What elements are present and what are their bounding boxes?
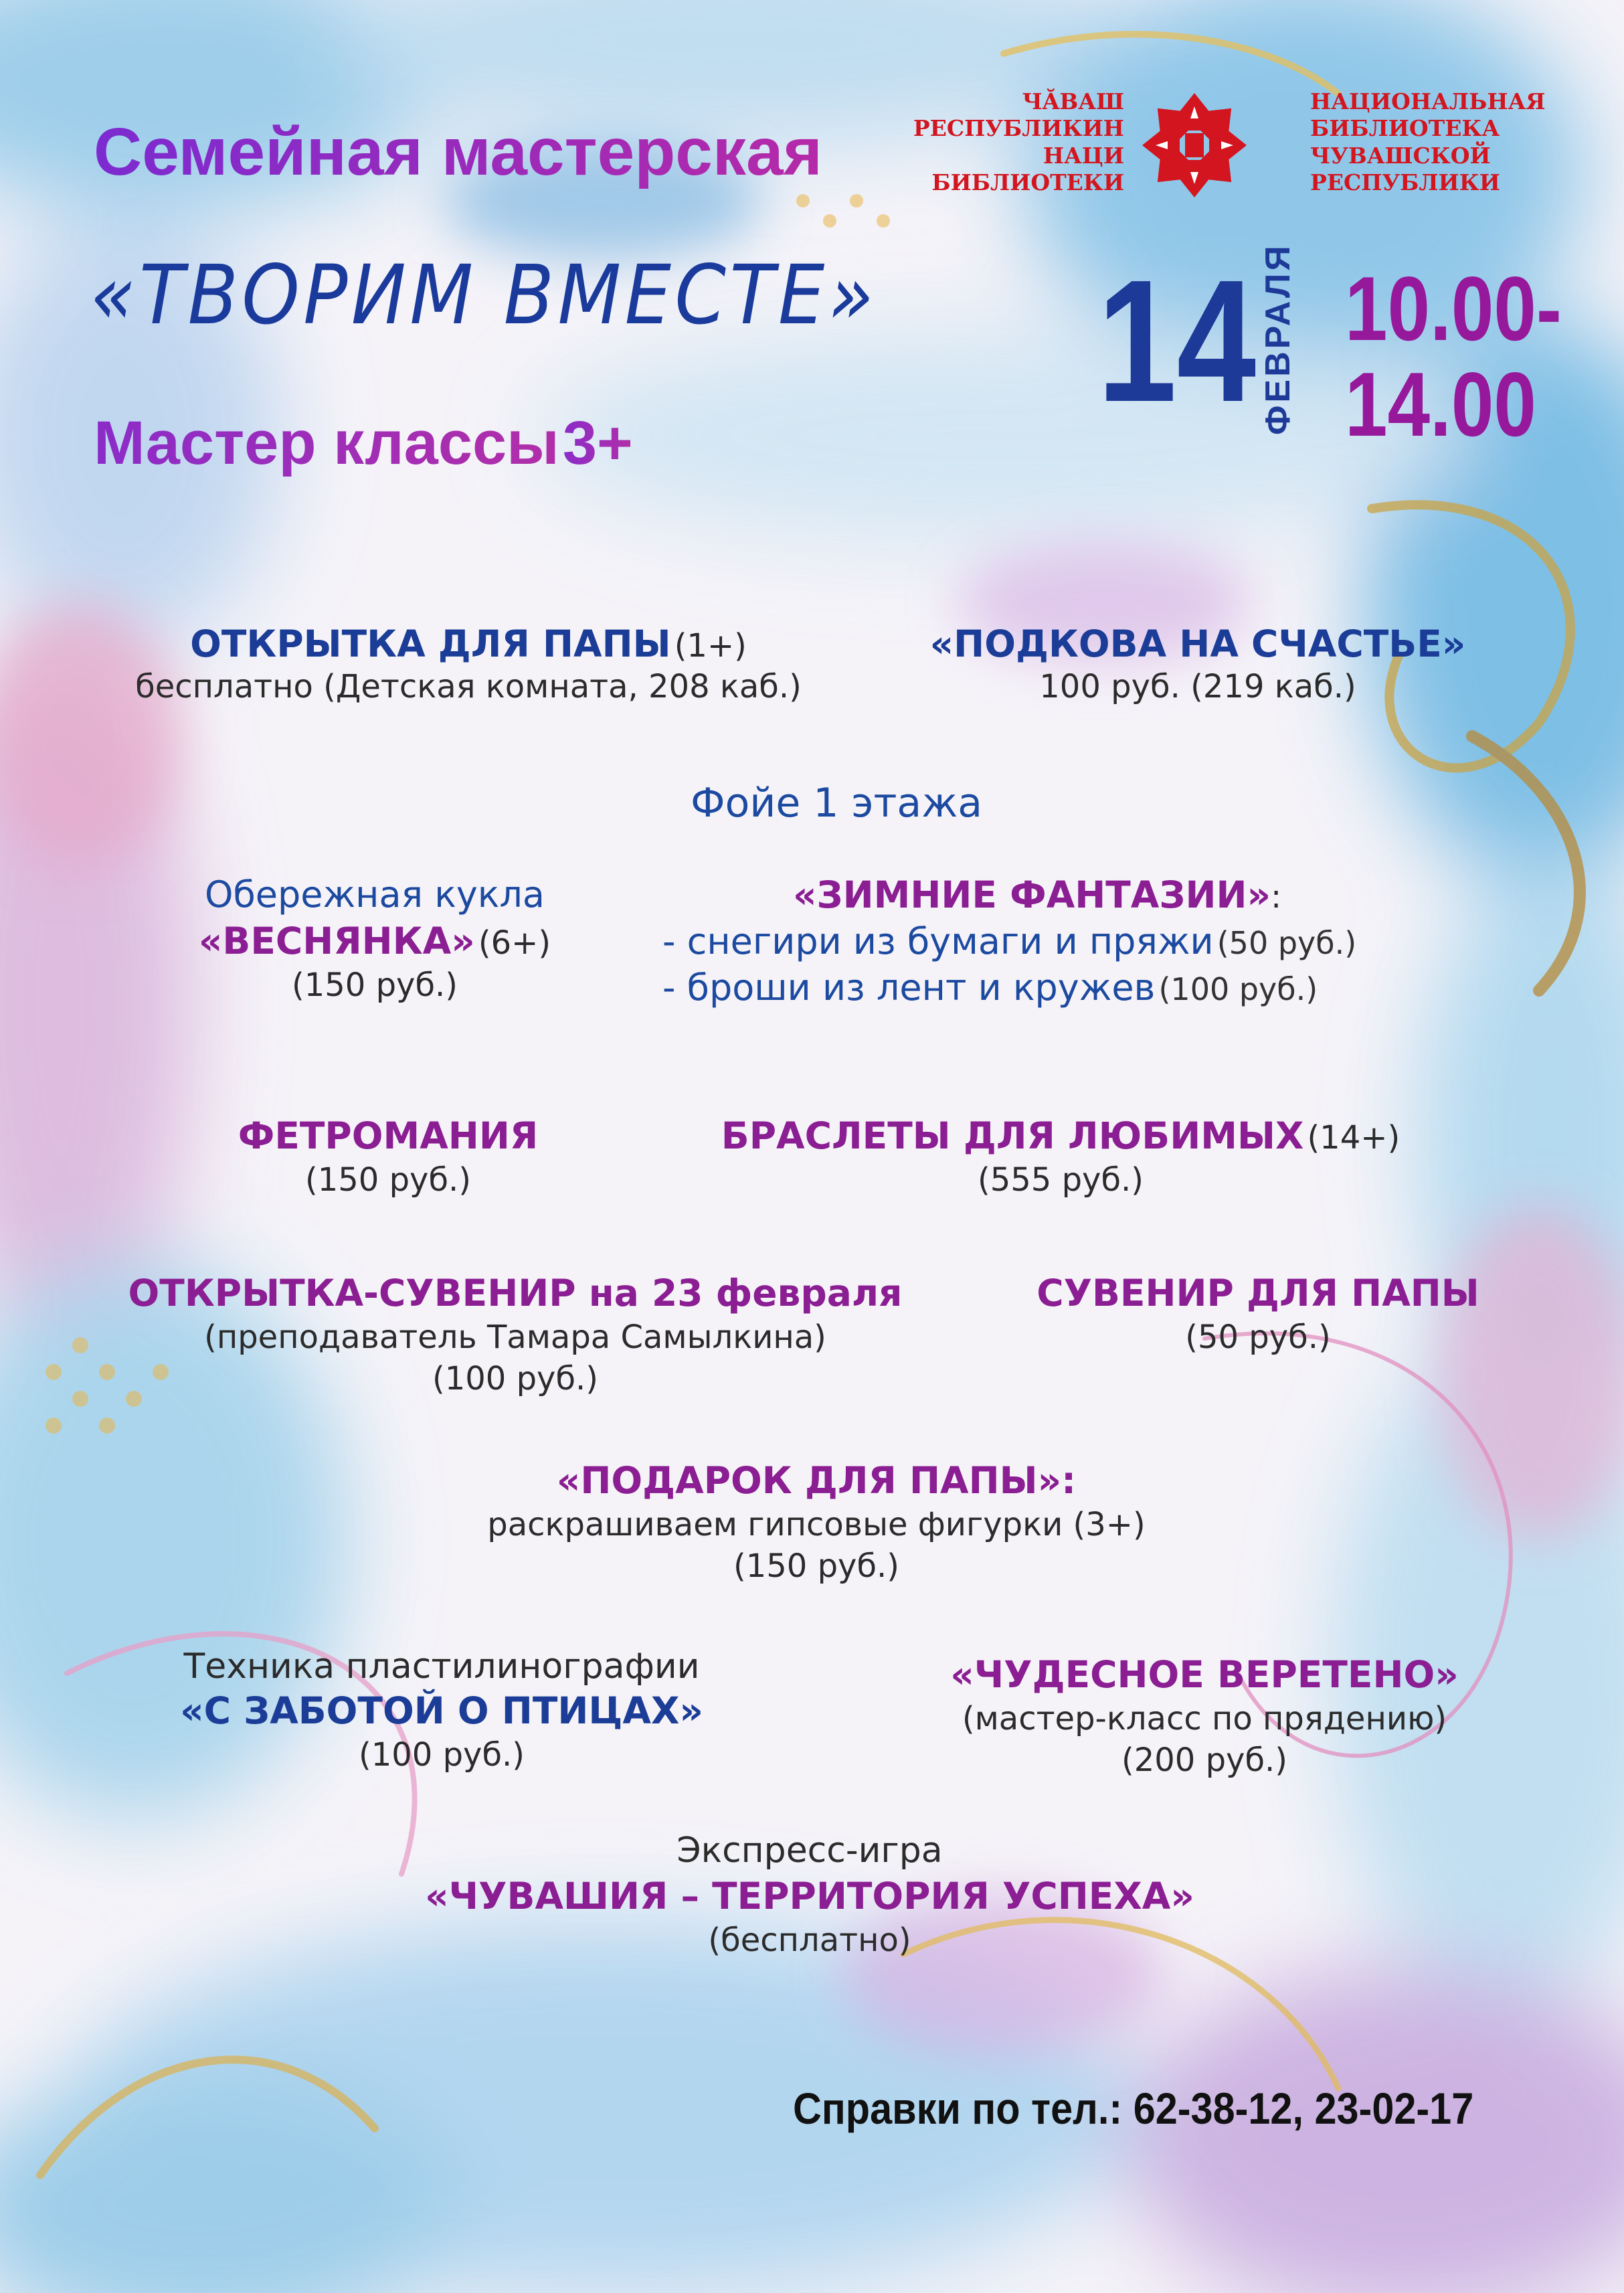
logo-left-line-4: БИБЛИОТЕКИ <box>931 169 1124 195</box>
time-end: 14.00 <box>1345 353 1536 455</box>
event-suvenir23 <box>80 1272 950 1397</box>
event-title: «ЧУВАШИЯ – ТЕРРИТОРИЯ УСПЕХА» <box>425 1875 1194 1918</box>
event-price: (100 руб.) <box>432 1360 599 1397</box>
time-start: 10.00- <box>1345 258 1562 359</box>
zimnie-item-1-price: (50 руб.) <box>1216 925 1357 961</box>
event-detail: (мастер-класс по прядению) <box>962 1700 1447 1737</box>
logo-right-line-1: НАЦИОНАЛЬНАЯ <box>1310 88 1546 114</box>
zimnie-item-1: - снегири из бумаги и пряжи <box>662 920 1214 962</box>
event-price: (бесплатно) <box>708 1922 911 1959</box>
subtitle-age: 3+ <box>562 409 633 477</box>
event-price: (555 руб.) <box>977 1161 1144 1199</box>
logo-right-line-4: РЕСПУБЛИКИ <box>1310 169 1500 195</box>
event-price: (150 руб.) <box>733 1547 900 1585</box>
logo-left-line-1: ЧĂВАШ <box>1022 88 1124 114</box>
event-podkova <box>863 622 1532 705</box>
event-price: (100 руб.) <box>358 1736 525 1774</box>
title-main-block <box>90 248 1061 343</box>
event-pre: Обережная кукла <box>204 873 545 916</box>
footer-phones: Справки по тел.: 62-38-12, 23-02-17 <box>792 2084 1473 2133</box>
event-pre: Техника пластилинографии <box>183 1646 700 1687</box>
section-foyer: Фойе 1 этажа <box>690 780 983 827</box>
event-age: (6+) <box>478 924 551 962</box>
logo-left-line-2: РЕСПУБЛИКИН <box>913 115 1124 142</box>
event-suvenir-papa <box>964 1272 1552 1356</box>
event-ptitsy <box>80 1646 803 1774</box>
title-line-1: Семейная мастерская <box>94 114 964 191</box>
event-price: (150 руб.) <box>304 1161 472 1199</box>
footer-contacts <box>717 2083 1473 2134</box>
event-vereteno <box>870 1653 1539 1779</box>
library-logo <box>913 88 1566 209</box>
event-teacher: (преподаватель Тамара Самылкина) <box>204 1319 826 1356</box>
event-detail: бесплатно (Детская комната, 208 каб.) <box>135 668 802 705</box>
event-title: «ЧУДЕСНОЕ ВЕРЕТЕНО» <box>950 1653 1459 1696</box>
logo-right-line-3: ЧУВАШСКОЙ <box>1310 142 1491 169</box>
event-detail: раскрашиваем гипсовые фигурки (3+) <box>487 1506 1146 1543</box>
title-main: «ТВОРИМ ВМЕСТЕ» <box>90 248 877 343</box>
event-title: ФЕТРОМАНИЯ <box>238 1114 539 1157</box>
event-title: БРАСЛЕТЫ ДЛЯ ЛЮБИМЫХ <box>721 1114 1304 1157</box>
event-title: ОТКРЫТКА ДЛЯ ПАПЫ <box>190 622 671 665</box>
logo-right-text <box>1310 88 1546 196</box>
event-title: «ВЕСНЯНКА» <box>198 920 475 962</box>
event-age: (1+) <box>674 627 747 665</box>
event-title: «ПОДАРОК ДЛЯ ПАПЫ»: <box>556 1459 1077 1502</box>
event-detail: 100 руб. (219 каб.) <box>1039 668 1356 705</box>
zimnie-item-2: - броши из лент и кружев <box>662 966 1156 1009</box>
event-title: «ПОДКОВА НА СЧАСТЬЕ» <box>929 622 1466 665</box>
event-price: (200 руб.) <box>1121 1742 1288 1779</box>
logo-left-text <box>913 88 1124 196</box>
header-block <box>94 114 964 191</box>
event-month: ФЕВРАЛЯ <box>1259 243 1297 435</box>
event-price: (150 руб.) <box>291 966 458 1004</box>
event-pre: Экспресс-игра <box>676 1831 943 1871</box>
subtitle-block <box>94 408 897 479</box>
event-title: СУВЕНИР ДЛЯ ПАПЫ <box>1036 1272 1479 1314</box>
event-title: «ЗИМНИЕ ФАНТАЗИИ» <box>793 873 1271 916</box>
event-price: (50 руб.) <box>1185 1319 1331 1356</box>
event-day: 14 <box>1097 244 1257 438</box>
logo-right-line-2: БИБЛИОТЕКА <box>1310 115 1500 142</box>
event-podarok <box>335 1459 1298 1585</box>
event-time <box>1345 258 1603 455</box>
event-card-papa <box>100 622 836 705</box>
event-title: «С ЗАБОТОЙ О ПТИЦАХ» <box>180 1689 703 1732</box>
event-age: (14+) <box>1307 1119 1401 1157</box>
event-igra <box>308 1831 1312 1959</box>
subtitle-label: Мастер классы <box>94 409 559 477</box>
chuvash-emblem-icon <box>1138 88 1251 202</box>
zimnie-item-2-price: (100 руб.) <box>1158 971 1318 1007</box>
event-title: ОТКРЫТКА-СУВЕНИР на 23 февраля <box>128 1272 903 1314</box>
event-fetro <box>134 1114 642 1199</box>
logo-left-line-3: НАЦИ <box>1043 142 1124 169</box>
event-zimnie <box>662 873 1532 1009</box>
event-vesnyanka <box>80 873 669 1004</box>
event-braslety <box>669 1114 1452 1199</box>
event-title-colon: : <box>1271 878 1282 916</box>
